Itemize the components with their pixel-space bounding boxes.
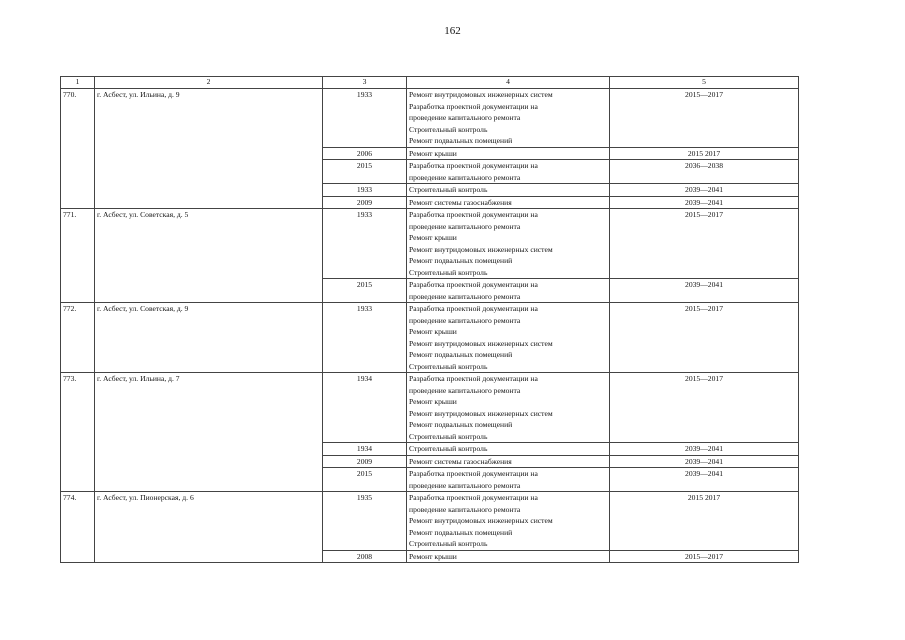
- period-cell: 2039—2041: [610, 196, 799, 209]
- page-number: 162: [444, 25, 461, 37]
- work-item: Ремонт подвальных помещений: [409, 136, 513, 145]
- work-item: проведение капитального ремонта: [409, 221, 521, 231]
- period-cell: 2015—2017: [610, 373, 799, 443]
- table-row: [61, 373, 799, 443]
- year-cell: 2015: [323, 160, 407, 184]
- period-cell: 2039—2041: [610, 468, 799, 492]
- table-body: [61, 89, 799, 563]
- table-row: [61, 492, 799, 551]
- year-cell: 2006: [323, 147, 407, 160]
- entry-number: 771.: [61, 209, 95, 303]
- entry-number: 772.: [61, 303, 95, 373]
- year-cell: 1934: [323, 443, 407, 456]
- year-cell: 1935: [323, 492, 407, 551]
- entry-address: г. Асбест, ул. Ильина, д. 9: [95, 89, 323, 209]
- table-row: [61, 89, 799, 148]
- entry-address: г. Асбест, ул. Пионерская, д. 6: [95, 492, 323, 563]
- header-col-5: 5: [610, 77, 799, 89]
- work-item: Ремонт системы газоснабжения: [409, 197, 512, 207]
- year-cell: 1933: [323, 303, 407, 373]
- year-cell: 1933: [323, 184, 407, 197]
- works-cell: [407, 160, 610, 184]
- works-cell: [407, 147, 610, 160]
- work-item: Ремонт крыши: [409, 397, 457, 406]
- work-item: Разработка проектной документации на: [409, 493, 538, 502]
- works-cell: [407, 455, 610, 468]
- period-cell: 2039—2041: [610, 279, 799, 303]
- work-item: проведение капитального ремонта: [409, 113, 521, 122]
- work-item: Ремонт крыши: [409, 551, 457, 561]
- repair-schedule-table: [60, 76, 799, 563]
- year-cell: 1933: [323, 89, 407, 148]
- entry-address: г. Асбест, ул. Ильина, д. 7: [95, 373, 323, 492]
- work-item: Ремонт внутридомовых инженерных систем: [409, 90, 553, 99]
- entry-number: 773.: [61, 373, 95, 492]
- work-item: Строительный контроль: [409, 444, 488, 453]
- work-item: Ремонт подвальных помещений: [409, 527, 513, 537]
- period-cell: 2039—2041: [610, 455, 799, 468]
- entry-address: г. Асбест, ул. Советская, д. 9: [95, 303, 323, 373]
- work-item: Ремонт подвальных помещений: [409, 256, 513, 265]
- works-cell: [407, 184, 610, 197]
- work-item: Ремонт внутридомовых инженерных систем: [409, 408, 553, 418]
- works-cell: [407, 89, 610, 148]
- work-item: проведение капитального ремонта: [409, 480, 521, 490]
- work-item: Разработка проектной документации на: [409, 280, 538, 289]
- work-item: Строительный контроль: [409, 431, 488, 441]
- work-item: Строительный контроль: [409, 124, 488, 134]
- work-item: Ремонт системы газоснабжения: [409, 456, 512, 466]
- period-cell: 2015—2017: [610, 209, 799, 279]
- header-col-3: 3: [323, 77, 407, 89]
- work-item: Разработка проектной документации на: [409, 210, 538, 219]
- period-cell: 2039—2041: [610, 443, 799, 456]
- work-item: Разработка проектной документации на: [409, 374, 538, 383]
- period-cell: 2015 2017: [610, 492, 799, 551]
- work-item: проведение капитального ремонта: [409, 291, 521, 301]
- year-cell: 2009: [323, 196, 407, 209]
- works-cell: [407, 550, 610, 563]
- work-item: Строительный контроль: [409, 361, 488, 371]
- work-item: Ремонт крыши: [409, 148, 457, 158]
- header-col-4: 4: [407, 77, 610, 89]
- works-cell: [407, 468, 610, 492]
- works-cell: [407, 196, 610, 209]
- table-row: [61, 303, 799, 373]
- work-item: Ремонт внутридомовых инженерных систем: [409, 516, 553, 525]
- works-cell: [407, 279, 610, 303]
- period-cell: 2015—2017: [610, 89, 799, 148]
- period-cell: 2015—2017: [610, 303, 799, 373]
- year-cell: 2009: [323, 455, 407, 468]
- work-item: Ремонт внутридомовых инженерных систем: [409, 244, 553, 254]
- entry-number: 774.: [61, 492, 95, 563]
- works-cell: [407, 373, 610, 443]
- table-row: [61, 209, 799, 279]
- entry-address: г. Асбест, ул. Советская, д. 5: [95, 209, 323, 303]
- period-cell: 2036—2038: [610, 160, 799, 184]
- works-cell: [407, 303, 610, 373]
- year-cell: 1933: [323, 209, 407, 279]
- period-cell: 2015 2017: [610, 147, 799, 160]
- year-cell: 1934: [323, 373, 407, 443]
- entry-number: 770.: [61, 89, 95, 209]
- work-item: проведение капитального ремонта: [409, 385, 521, 395]
- year-cell: 2008: [323, 550, 407, 563]
- work-item: проведение капитального ремонта: [409, 504, 521, 514]
- work-item: Строительный контроль: [409, 539, 488, 548]
- works-cell: [407, 443, 610, 456]
- header-col-2: 2: [95, 77, 323, 89]
- work-item: Ремонт крыши: [409, 327, 457, 336]
- work-item: Строительный контроль: [409, 267, 488, 277]
- work-item: проведение капитального ремонта: [409, 315, 521, 325]
- work-item: Ремонт подвальных помещений: [409, 350, 513, 359]
- works-cell: [407, 492, 610, 551]
- header-col-1: 1: [61, 77, 95, 89]
- period-cell: 2039—2041: [610, 184, 799, 197]
- work-item: проведение капитального ремонта: [409, 172, 521, 182]
- work-item: Строительный контроль: [409, 185, 488, 194]
- work-item: Ремонт внутридомовых инженерных систем: [409, 338, 553, 348]
- work-item: Разработка проектной документации на: [409, 304, 538, 313]
- year-cell: 2015: [323, 468, 407, 492]
- work-item: Разработка проектной документации на: [409, 469, 538, 478]
- works-cell: [407, 209, 610, 279]
- work-item: Ремонт подвальных помещений: [409, 420, 513, 429]
- work-item: Ремонт крыши: [409, 233, 457, 242]
- header-row: [61, 77, 799, 89]
- work-item: Разработка проектной документации на: [409, 101, 538, 111]
- period-cell: 2015—2017: [610, 550, 799, 563]
- year-cell: 2015: [323, 279, 407, 303]
- work-item: Разработка проектной документации на: [409, 161, 538, 170]
